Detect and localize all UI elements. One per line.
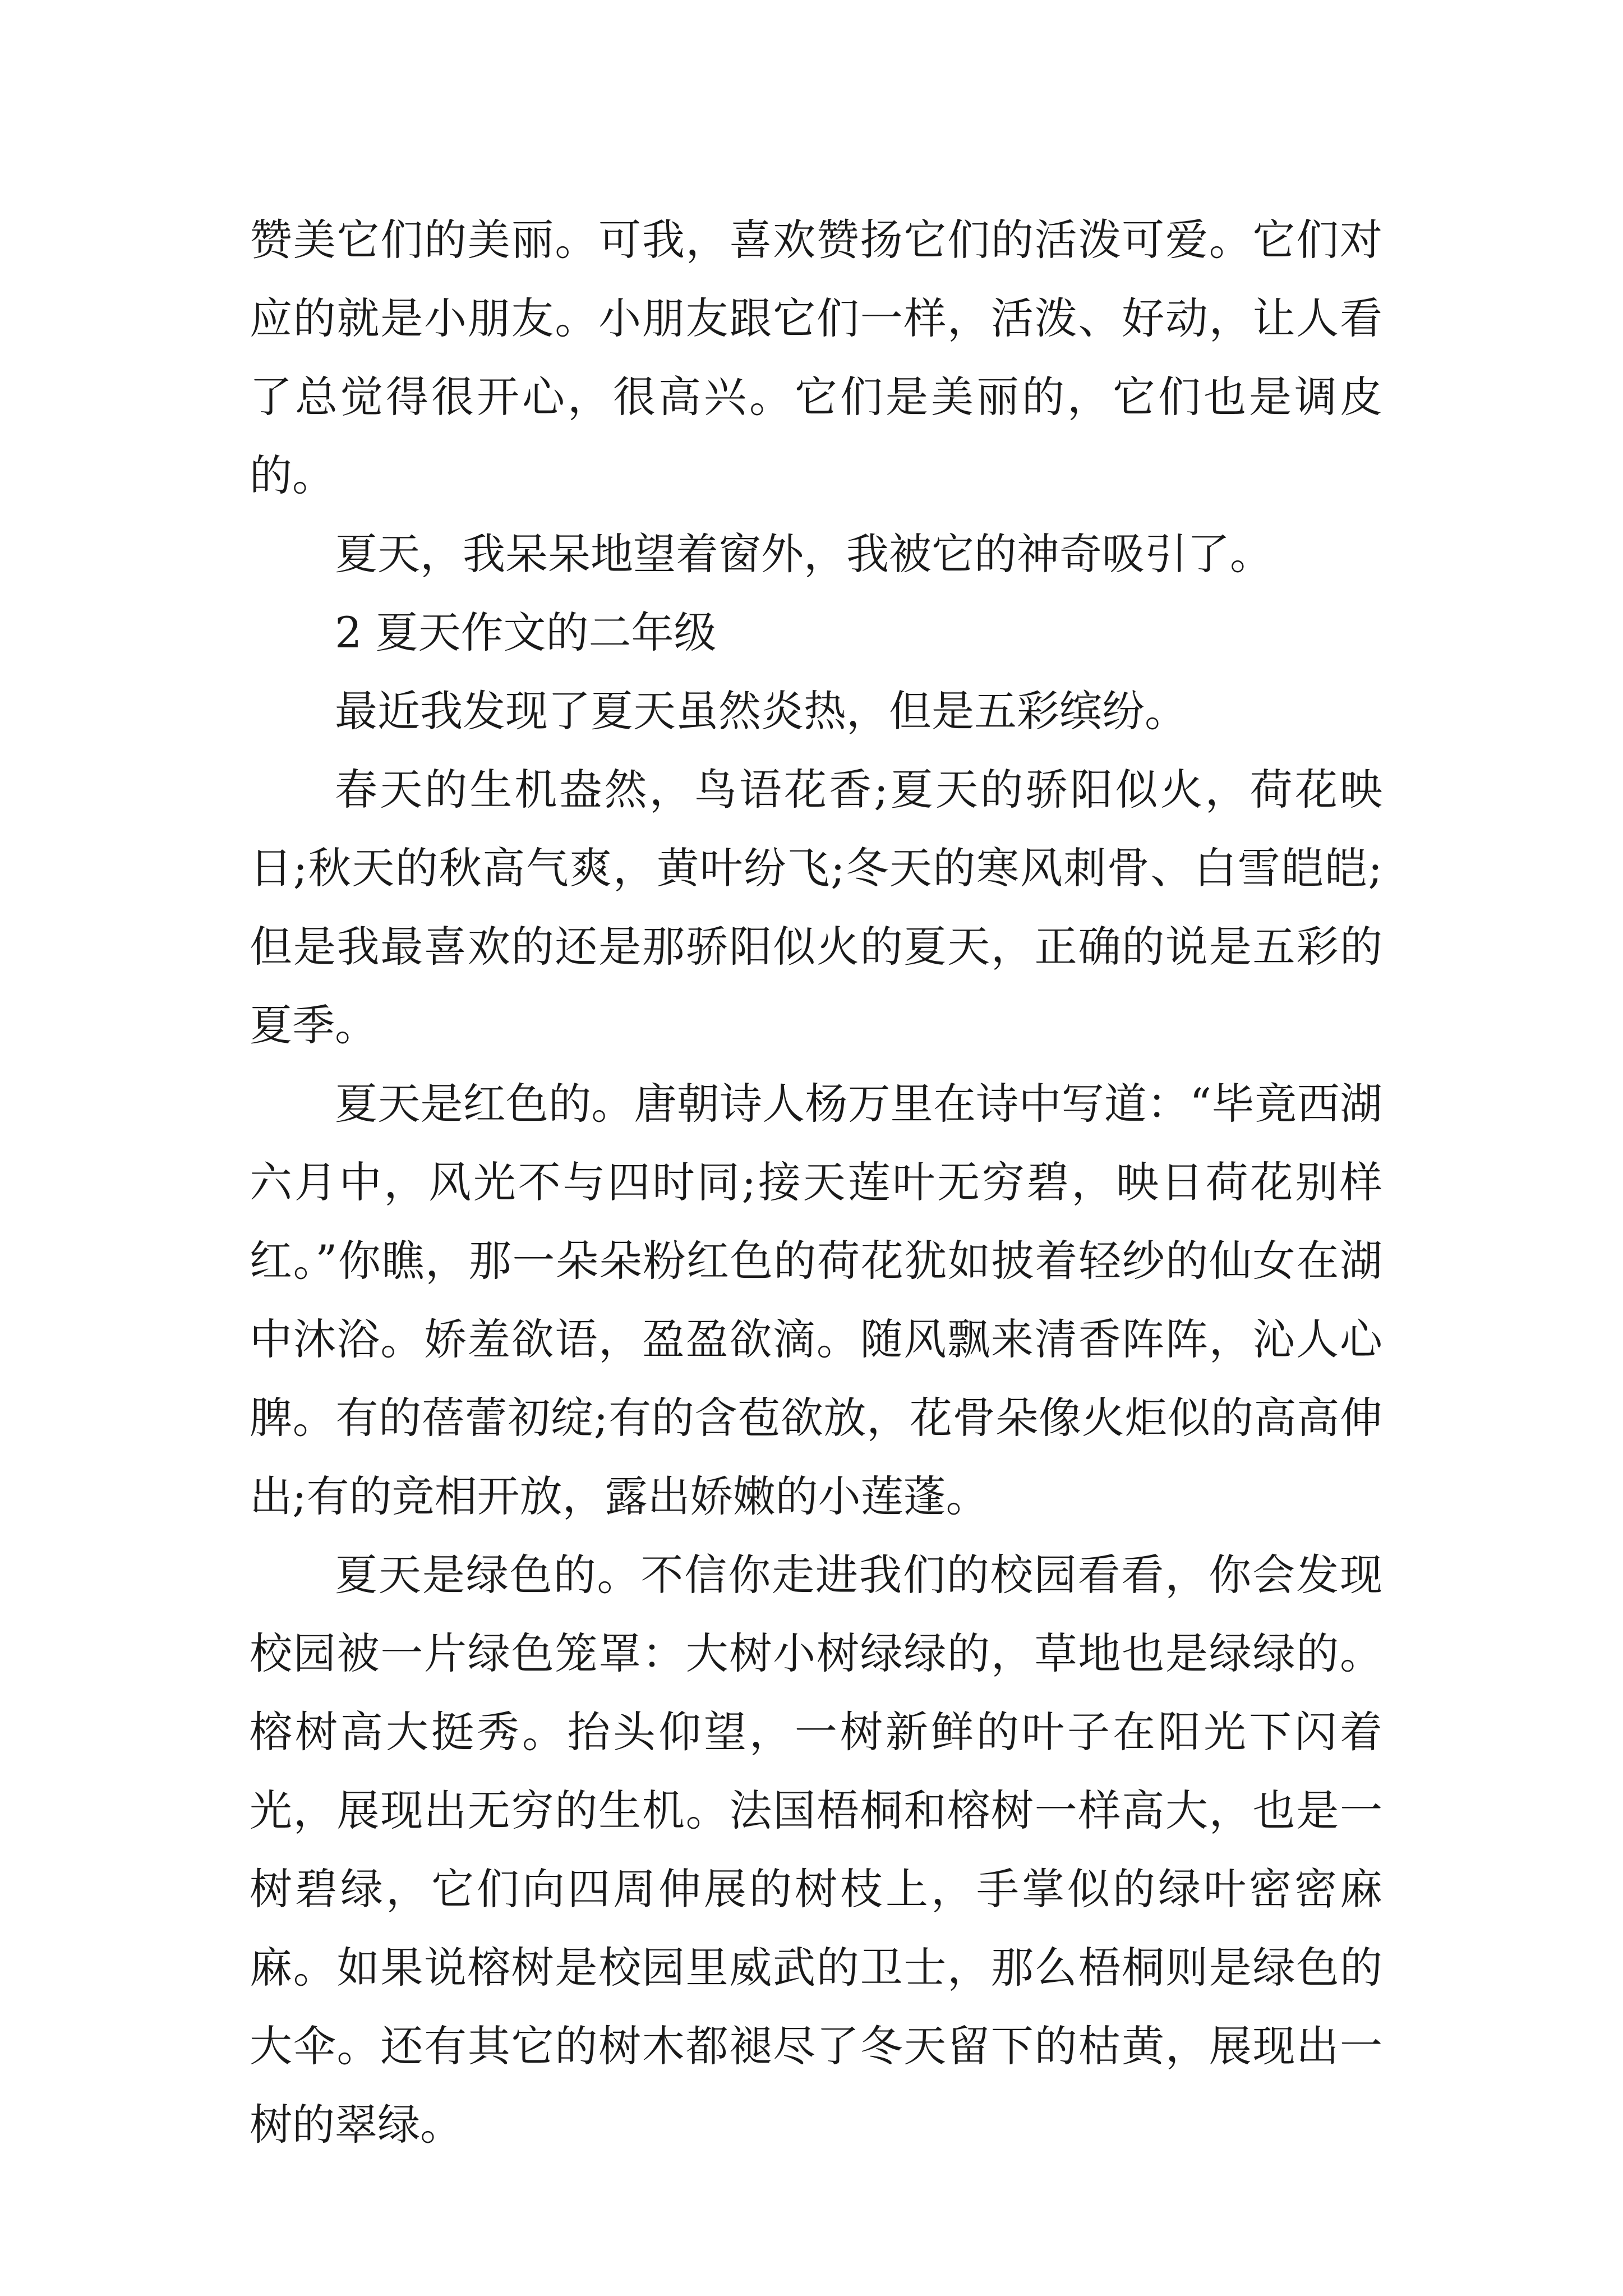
paragraph-3: 最近我发现了夏天虽然炎热，但是五彩缤纷。: [335, 686, 1187, 736]
paragraph-5: 夏天是红色的。唐朝诗人杨万里在诗中写道：“毕竟西湖六月中，风光不与四时同;接天莲叶无穷碧，映日荷花别样红。”你瞧，那一朵朵粉红色的荷花犹如披着轻纱的仙女在湖中沐浴。娇羞欲语，盈盈欲滴。随风飘来清香阵阵，沁人心脾。有的蓓蕾初绽;有的含苞欲放，花骨朵像火炬似的高高伸出;有的竞相开放，露出娇嫩的小莲蓬。: [250, 1079, 1382, 1521]
section-heading: 2 夏天作文的二年级: [335, 608, 717, 657]
paragraph-2: 夏天，我呆呆地望着窗外，我被它的神奇吸引了。: [335, 529, 1272, 579]
paragraph-6: 夏天是绿色的。不信你走进我们的校园看看，你会发现校园被一片绿色笼罩：大树小树绿绿的，草地也是绿绿的。榕树高大挺秀。抬头仰望，一树新鲜的叶子在阳光下闪着光，展现出无穷的生机。法国梧桐和榕树一样高大，也是一树碧绿，它们向四周伸展的树枝上，手掌似的绿叶密密麻麻。如果说榕树是校园里威武的卫士，那么梧桐则是绿色的大伞。还有其它的树木都褪尽了冬天留下的枯黄，展现出一树的翠绿。: [250, 1550, 1382, 2150]
body-text: [250, 201, 1382, 2164]
paragraph-4: 春天的生机盎然，鸟语花香;夏天的骄阳似火，荷花映日;秋天的秋高气爽，黄叶纷飞;冬天的寒风刺骨、白雪皑皑;但是我最喜欢的还是那骄阳似火的夏天，正确的说是五彩的夏季。: [250, 765, 1382, 1050]
paragraph-1: 赞美它们的美丽。可我，喜欢赞扬它们的活泼可爱。它们对应的就是小朋友。小朋友跟它们一样，活泼、好动，让人看了总觉得很开心，很高兴。它们是美丽的，它们也是调皮的。: [250, 215, 1382, 500]
